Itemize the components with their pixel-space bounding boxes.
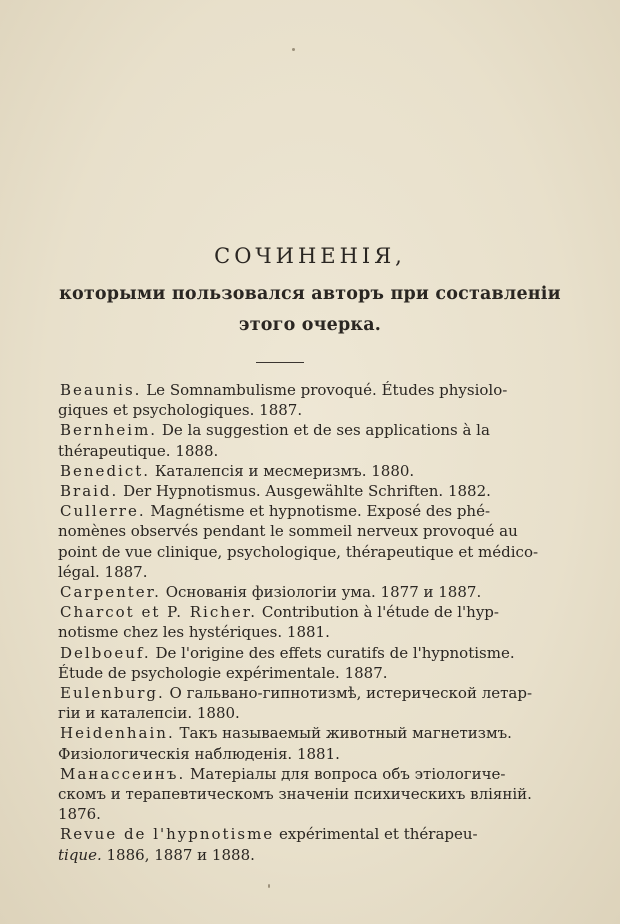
entry-text: De la suggestion et de ses applications à la: [161, 421, 490, 440]
bibliography-list: [58, 380, 539, 865]
entry-text: Magnétisme et hypnotisme. Exposé des phé-: [150, 502, 491, 521]
subtitle-line-1: которыми пользовался авторъ при составленіи: [59, 284, 561, 304]
entry-text: Основанія физіологіи ума. 1877 и 1887.: [165, 583, 482, 602]
bibliography-entry-cullerre: [58, 501, 539, 582]
entry-text: Étude de psychologie expérimentale. 1887.: [58, 663, 388, 682]
entry-text: Матеріалы для вопроса объ этіологиче-: [190, 764, 506, 783]
bibliography-entry-braid: [58, 481, 498, 501]
entry-author: Eulenburg.: [60, 684, 165, 703]
subtitle-line-2: этого очерка.: [238, 315, 382, 335]
bibliography-entry-delboeuf: [58, 643, 515, 683]
entry-text: De l'origine des effets curatifs de l'hypnotisme.: [155, 643, 515, 662]
bibliography-entry-revue: [58, 824, 498, 864]
entry-author: Delboeuf.: [60, 643, 151, 662]
entry-text: giques et psychologiques. 1887.: [58, 401, 303, 420]
paper-speck: [268, 884, 270, 888]
bibliography-entry-heidenhain: [58, 723, 512, 763]
entry-text: Физіологическія наблюденія. 1881.: [58, 744, 340, 763]
entry-text: гіи и каталепсіи. 1880.: [58, 704, 240, 723]
entry-text: 1886, 1887 и 1888.: [106, 845, 255, 864]
entry-text: point de vue clinique, psychologique, thérapeutique et médico-: [58, 542, 539, 561]
entry-text: Le Somnambulisme provoqué. Études physiolo-: [146, 381, 508, 399]
bibliography-entry-beaunis: [58, 380, 508, 420]
bibliography-entry-eulenburg: [58, 683, 533, 723]
entry-author: Манассеинъ.: [60, 764, 186, 783]
entry-author: Braid.: [60, 482, 119, 501]
entry-text: nomènes observés pendant le sommeil nerveux provoqué au: [58, 522, 518, 541]
entry-text: Каталепсія и месмеризмъ. 1880.: [154, 461, 415, 480]
entry-author: Beaunis.: [60, 381, 142, 399]
entry-author: Bernheim.: [60, 421, 158, 440]
entry-text-italic: tique.: [58, 845, 102, 864]
bibliography-entry-bernheim: [58, 420, 498, 460]
entry-text: Такъ называемый животный магнетизмъ.: [179, 724, 512, 743]
entry-author: Charcot et P. Richer.: [60, 603, 258, 622]
entry-text: Contribution à l'étude de l'hyp-: [261, 603, 499, 622]
entry-text: expérimental et thérapeu-: [278, 825, 478, 844]
divider-rule: [256, 362, 304, 363]
entry-author: Benedict.: [60, 461, 151, 480]
entry-author: Revue de l'hypnotisme: [60, 825, 275, 844]
entry-text: 1876.: [58, 805, 101, 824]
bibliography-entry-carpenter: [58, 582, 498, 602]
page-title: СОЧИНЕНІЯ,: [214, 244, 406, 268]
bibliography-entry-benedict: [58, 461, 498, 481]
entry-text: légal. 1887.: [58, 562, 148, 581]
entry-text: скомъ и терапевтическомъ значеніи психическихъ вліяній.: [58, 785, 532, 804]
paper-speck: [292, 48, 295, 51]
entry-text: О гальвано-гипнотизмѣ, истерической летар-: [169, 684, 533, 703]
entry-author: Cullerre.: [60, 502, 146, 521]
entry-author: Carpenter.: [60, 583, 161, 602]
entry-author: Heidenhain.: [60, 724, 175, 743]
entry-text: Der Hypnotismus. Ausgewählte Schriften. 1882.: [123, 482, 491, 501]
bibliography-entry-charcot: [58, 602, 498, 642]
entry-text: thérapeutique. 1888.: [58, 441, 219, 460]
entry-text: notisme chez les hystériques. 1881.: [58, 623, 330, 642]
bibliography-entry-manassein: [58, 764, 532, 825]
